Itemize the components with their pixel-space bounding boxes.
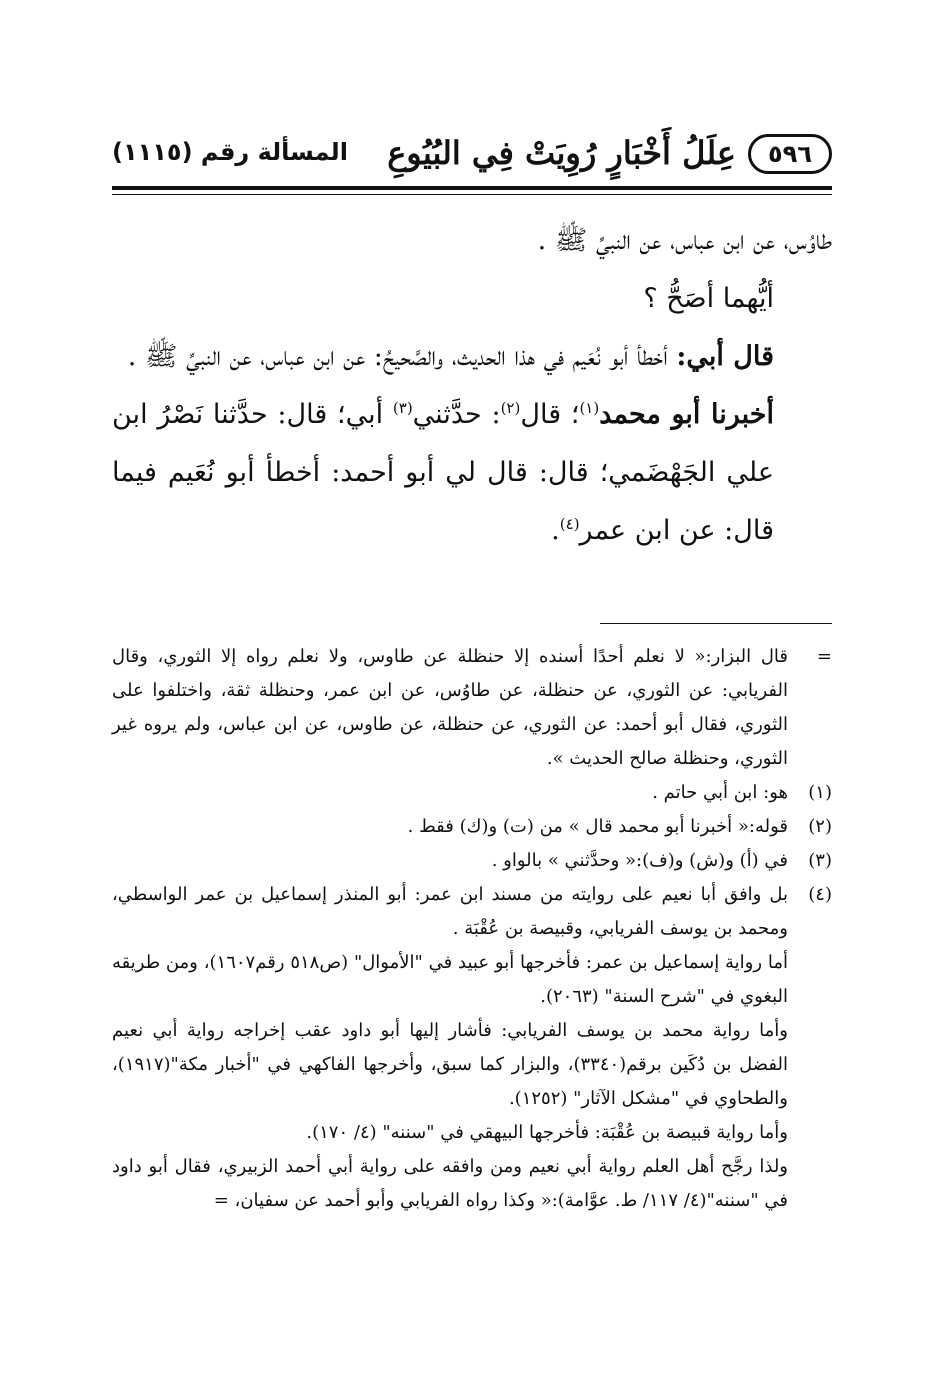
answer-paragraph	[112, 328, 832, 386]
footnote-4-para-4: ولذا رجَّح أهل العلم رواية أبي نعيم ومن وافقه على رواية أبي أحمد الزبيري، فقال أبو داود في "سننه"(٤/ ١١٧/ ط. عوَّامة):« وكذا رواه الفريابي وأبو أحمد عن سفيان، =	[112, 1156, 788, 1211]
footnote-text: هو: ابن أبي حاتم .	[652, 782, 788, 803]
chain-end: .	[551, 515, 560, 546]
footnote-number: (٢)	[808, 816, 832, 837]
footnote-1	[112, 776, 832, 810]
footnotes	[112, 640, 832, 1218]
answer-lead: قال أبي:	[676, 341, 774, 372]
header-rule-thin	[112, 194, 832, 195]
footnote-text: في (أ) و(ش) و(ف):« وحدَّثني » بالواو .	[491, 850, 788, 871]
chain-paragraph	[112, 386, 832, 560]
main-text	[112, 212, 832, 560]
footnote-3	[112, 844, 832, 878]
footnote-4-para-2: وأما رواية محمد بن يوسف الفريابي: فأشار إليها أبو داود عقب إخراجه رواية أبي نعيم الفضل بن دُكَين برقم(٣٣٤٠)، والبزار كما سبق، وأخرجها الفاكهي في "أخبار مكة"(١٩١٧)، والطحاوي في "مشكل الآثار" (١٢٥٢).	[112, 1020, 788, 1109]
answer-text: أخطأ أبو نُعَيم في هذا الحديث، والصَّحيحُ: عن ابن عباس، عن النبيِّ ﷺ .	[127, 341, 677, 372]
footnote-ref-4: (٤)	[559, 515, 580, 533]
footnote-number: (٣)	[808, 850, 832, 871]
chain-part-3: أبي؛ قال: حدَّثنا نَصْرُ ابن علي الجَهْضَمي؛ قال: قال لي أبو أحمد: أخطأ أبو نُعَيم فيما قال: عن ابن عمر	[112, 399, 774, 546]
footnote-4	[112, 878, 832, 946]
footnote-4-para-3: وأما رواية قبيصة بن عُقْبَة: فأخرجها البيهقي في "سننه" (٤/ ١٧٠).	[306, 1122, 788, 1143]
continuation-mark: =	[816, 646, 832, 667]
footnote-text: بل وافق أبا نعيم على روايته من مسند ابن عمر: أبو المنذر إسماعيل بن عمر الواسطي، ومحمد بن يوسف الفريابي، وقبيصة بن عُقْبَة .	[112, 884, 788, 939]
chain-lead: أخبرنا أبو محمد	[599, 399, 774, 430]
continuation-text: قال البزار:« لا نعلم أحدًا أسنده إلا حنظلة عن طاوس، ولا نعلم رواه إلا الثوري، وقال الفريابي: عن الثوري، عن حنظلة، عن طاوُس، عن ابن عمر، وحنظلة ثقة، واختلفوا على الثوري، فقال أبو أحمد: عن الثوري، عن حنظلة، عن طاوس، عن ابن عباس، ولم يروه غير الثوري، وحنظلة صالح الحديث ».	[112, 646, 788, 769]
text-line-hadith-end: طاوُس، عن ابن عباس، عن النبيِّ ﷺ .	[537, 225, 832, 256]
chain-part-1: ؛ قال	[520, 399, 580, 430]
footnote-2	[112, 810, 832, 844]
footnote-continuation	[112, 640, 832, 776]
book-title: عِلَلُ أَخْبَارٍ رُوِيَتْ فِي البُيُوعِ	[387, 134, 736, 172]
footnote-number: (١)	[808, 782, 832, 803]
footnote-ref-1: (١)	[579, 399, 600, 417]
footnote-separator	[600, 623, 832, 624]
chain-part-2: : حدَّثني	[412, 399, 501, 430]
footnote-4-para-1: أما رواية إسماعيل بن عمر: فأخرجها أبو عبيد في "الأموال" (ص٥١٨ رقم١٦٠٧)، ومن طريقه البغوي في "شرح السنة" (٢٠٦٣).	[112, 952, 789, 1007]
page-header	[112, 128, 832, 184]
page-number: ٥٩٦	[748, 134, 832, 174]
header-rule-thick	[112, 186, 832, 190]
footnote-ref-2: (٢)	[500, 399, 521, 417]
issue-label: المسألة رقم (١١١٥)	[112, 138, 348, 166]
footnote-ref-3: (٣)	[392, 399, 413, 417]
question-line: أيُّهما أصَحُّ ؟	[643, 283, 774, 314]
footnote-text: قوله:« أخبرنا أبو محمد قال » من (ت) و(ك) فقط .	[407, 816, 788, 837]
footnote-number: (٤)	[808, 884, 832, 905]
